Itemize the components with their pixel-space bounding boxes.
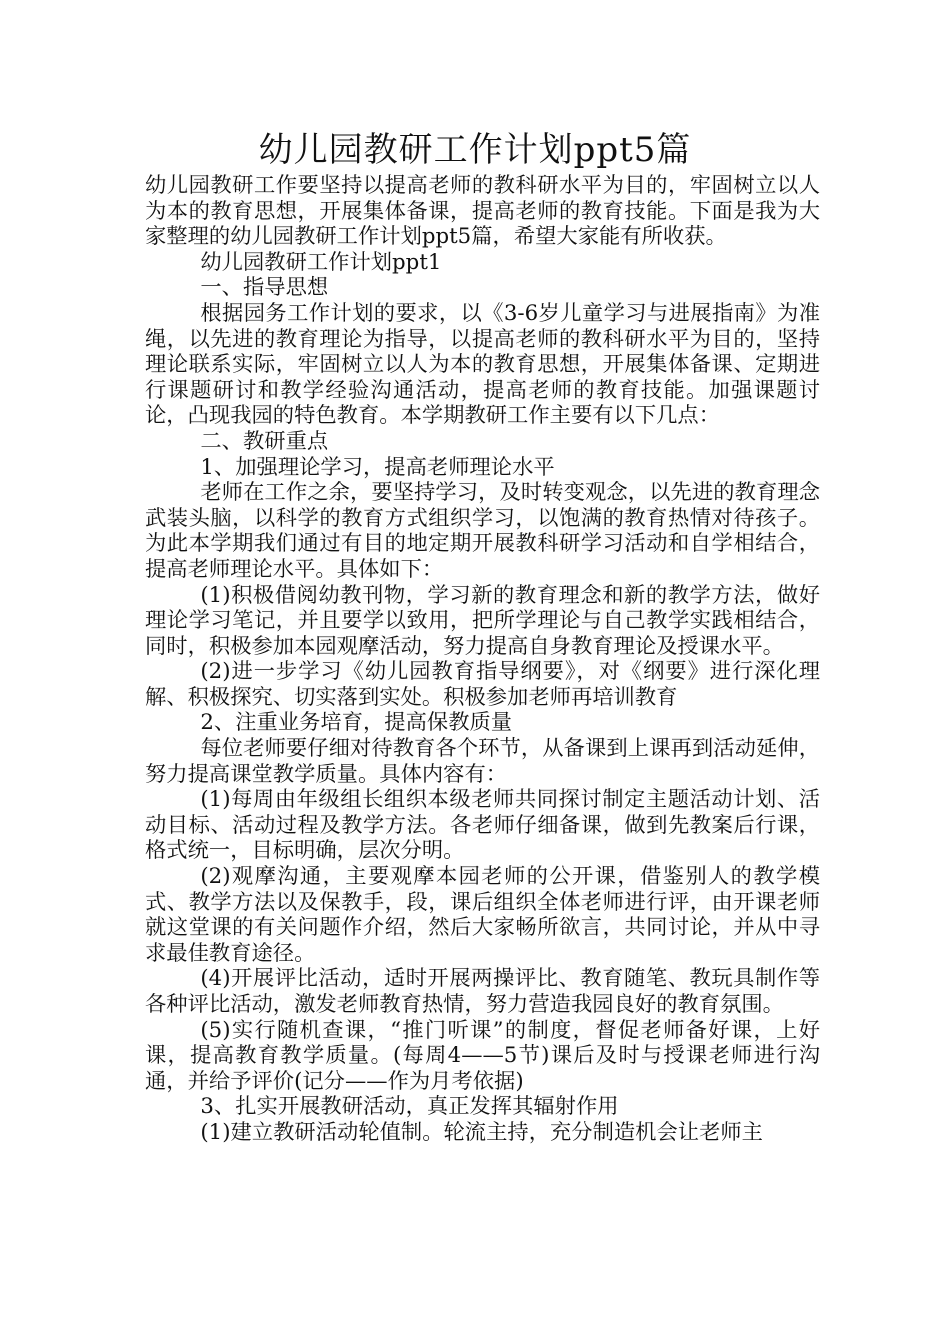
subsection-heading: 2、注重业务培育，提高保教质量 xyxy=(200,710,513,736)
list-item: (1)建立教研活动轮值制。轮流主持，充分制造机会让老师主 xyxy=(200,1119,763,1145)
section-heading: 一、指导思想 xyxy=(200,275,329,301)
subsection-heading: 3、扎实开展教研活动，真正发挥其辐射作用 xyxy=(200,1094,619,1120)
list-item: (5)实行随机查课，“推门听课”的制度，督促老师备好课，上好课，提高教育教学质量。(每周4——5节)课后及时与授课老师进行沟通，并给予评价(记分——作为月考依据) xyxy=(145,1017,820,1094)
list-item: (4)开展评比活动，适时开展两操评比、教育随笔、教玩具制作等各种评比活动，激发老师教育热情，努力营造我园良好的教育氛围。 xyxy=(145,966,820,1017)
list-item: (2)进一步学习《幼儿园教育指导纲要》，对《纲要》进行深化理解、积极探究、切实落到实处。积极参加老师再培训教育 xyxy=(145,659,820,710)
intro-paragraph: 幼儿园教研工作要坚持以提高老师的教科研水平为目的，牢固树立以人为本的教育思想，开展集体备课，提高老师的教育技能。下面是我为大家整理的幼儿园教研工作计划ppt5篇，希望大家能有所收获。 xyxy=(145,173,820,250)
document-body xyxy=(145,173,820,1146)
list-item: (2)观摩沟通，主要观摩本园老师的公开课，借鉴别人的教学模式、教学方法以及保教手，段，课后组织全体老师进行评，由开课老师就这堂课的有关问题作介绍，然后大家畅所欲言，共同讨论，并从中寻求最佳教育途径。 xyxy=(145,864,820,966)
plan-subtitle: 幼儿园教研工作计划ppt1 xyxy=(200,249,442,275)
list-item: (1)积极借阅幼教刊物，学习新的教育理念和新的教学方法，做好理论学习笔记，并且要学以致用，把所学理论与自己教学实践相结合，同时，积极参加本园观摩活动，努力提高自身教育理论及授课水平。 xyxy=(145,582,820,659)
list-item: (1)每周由年级组长组织本级老师共同探讨制定主题活动计划、活动目标、活动过程及教学方法。各老师仔细备课，做到先教案后行课，格式统一，目标明确，层次分明。 xyxy=(145,787,820,864)
body-paragraph: 老师在工作之余，要坚持学习，及时转变观念，以先进的教育理念武装头脑，以科学的教育方式组织学习，以饱满的教育热情对待孩子。为此本学期我们通过有目的地定期开展教科研学习活动和自学相结合，提高老师理论水平。具体如下： xyxy=(145,480,820,582)
subsection-heading: 1、加强理论学习，提高老师理论水平 xyxy=(200,454,555,480)
document-title: 幼儿园教研工作计划ppt5篇 xyxy=(258,130,692,170)
body-paragraph: 每位老师要仔细对待教育各个环节，从备课到上课再到活动延伸，努力提高课堂教学质量。具体内容有： xyxy=(145,736,820,787)
section-heading: 二、教研重点 xyxy=(200,428,329,454)
body-paragraph: 根据园务工作计划的要求，以《3-6岁儿童学习与进展指南》为准绳，以先进的教育理论为指导，以提高老师的教科研水平为目的，坚持理论联系实际，牢固树立以人为本的教育思想，开展集体备课、定期进行课题研讨和教学经验沟通活动，提高老师的教育技能。加强课题讨论，凸现我园的特色教育。本学期教研工作主要有以下几点： xyxy=(145,300,820,429)
